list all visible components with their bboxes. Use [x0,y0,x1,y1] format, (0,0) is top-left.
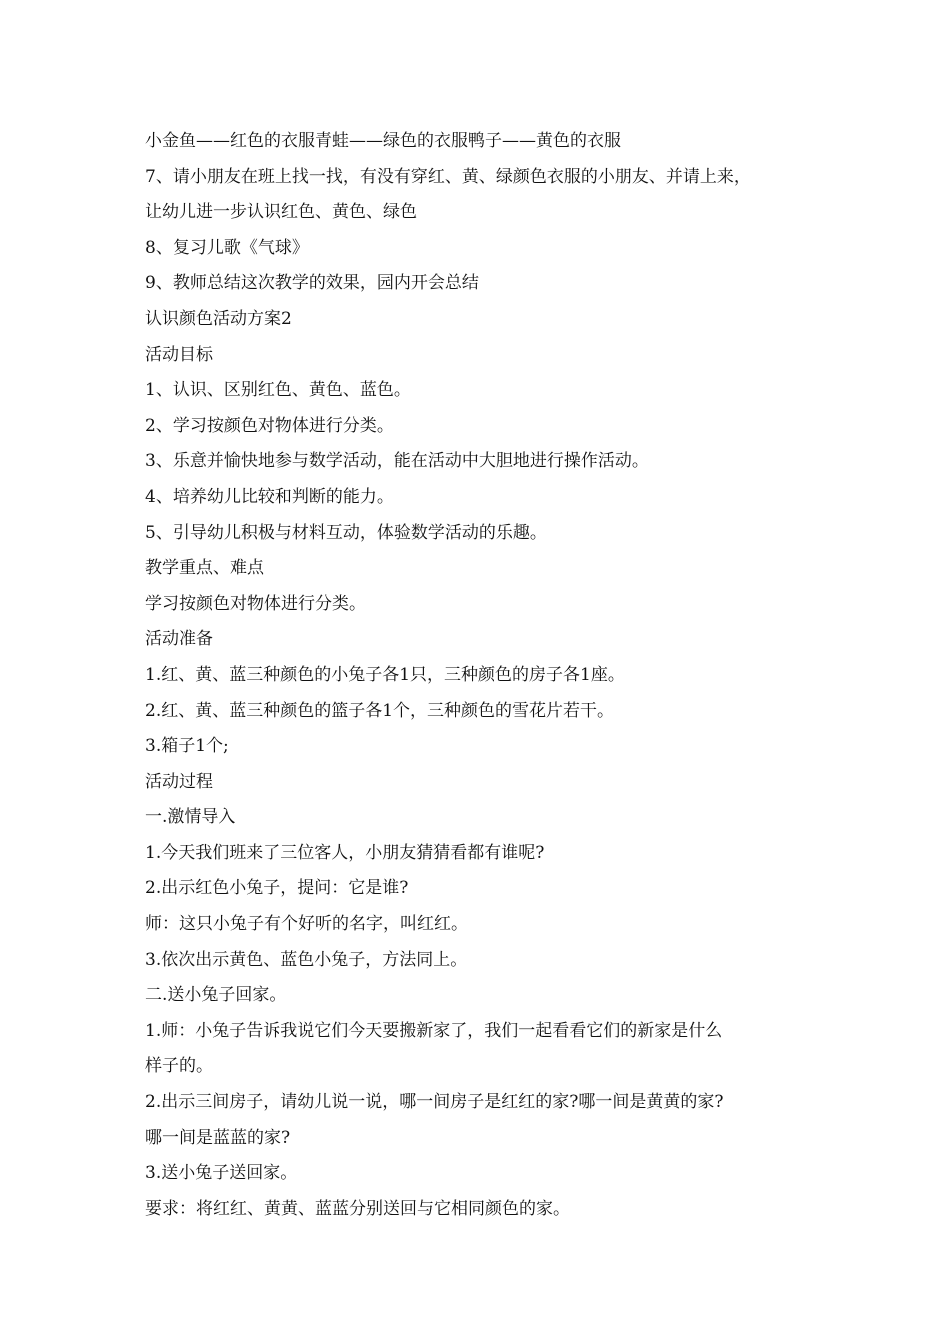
text-line: 2.出示三间房子，请幼儿说一说，哪一间房子是红红的家?哪一间是黄黄的家? [145,1092,724,1113]
text-line: 7、请小朋友在班上找一找，有没有穿红、黄、绿颜色衣服的小朋友、并请上来， [145,166,751,187]
text-line: 1.红、黄、蓝三种颜色的小兔子各1只，三种颜色的房子各1座。 [145,664,625,685]
section-heading: 教学重点、难点 [145,558,264,579]
text-line: 让幼儿进一步认识红色、黄色、绿色 [145,202,417,223]
section-heading: 活动目标 [145,344,213,365]
text-line: 3.送小兔子送回家。 [145,1163,298,1184]
text-line: 2.红、黄、蓝三种颜色的篮子各1个，三种颜色的雪花片若干。 [145,700,615,721]
text-line: 4、培养幼儿比较和判断的能力。 [145,486,394,507]
text-line: 3.依次出示黄色、蓝色小兔子，方法同上。 [145,949,468,970]
text-line: 3、乐意并愉快地参与数学活动，能在活动中大胆地进行操作活动。 [145,451,649,472]
subsection-heading: 二.送小兔子回家。 [145,985,287,1006]
text-line: 小金鱼——红色的衣服青蛙——绿色的衣服鸭子——黄色的衣服 [145,131,621,151]
text-line: 9、教师总结这次教学的效果，园内开会总结 [145,273,479,294]
text-line: 学习按颜色对物体进行分类。 [145,593,366,614]
text-line: 3.箱子1个; [145,736,229,757]
text-line: 1.师：小兔子告诉我说它们今天要搬新家了，我们一起看看它们的新家是什么 [145,1020,723,1041]
text-line: 1.今天我们班来了三位客人，小朋友猜猜看都有谁呢? [145,842,545,863]
text-line: 要求：将红红、黄黄、蓝蓝分别送回与它相同颜色的家。 [145,1198,570,1219]
text-line: 2、学习按颜色对物体进行分类。 [145,415,394,436]
text-line: 2.出示红色小兔子，提问：它是谁? [145,878,409,899]
text-line: 1、认识、区别红色、黄色、蓝色。 [145,380,411,401]
section-heading: 活动过程 [145,771,213,792]
document-body [145,124,835,1227]
text-line: 8、复习儿歌《气球》 [145,237,309,258]
text-line: 师：这只小兔子有个好听的名字，叫红红。 [145,914,468,935]
subsection-heading: 一.激情导入 [145,807,236,828]
text-line: 5、引导幼儿积极与材料互动，体验数学活动的乐趣。 [145,522,547,543]
text-line: 哪一间是蓝蓝的家? [145,1127,291,1148]
text-line: 样子的。 [145,1056,213,1077]
section-heading: 活动准备 [145,629,213,650]
section-title: 认识颜色活动方案2 [145,308,292,329]
